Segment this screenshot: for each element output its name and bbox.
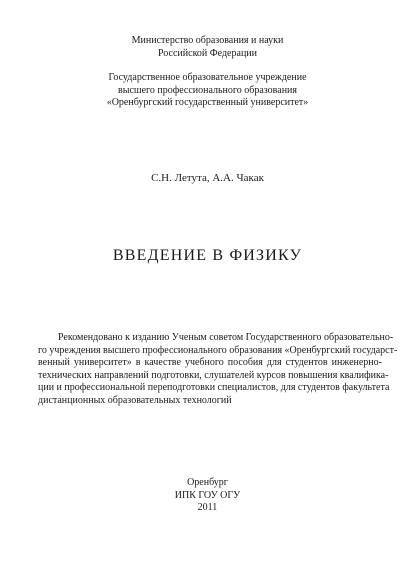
imprint: [0, 477, 415, 515]
recommendation-line: дистанционных образовательных технологий: [38, 394, 232, 406]
imprint-year: 2011: [197, 502, 218, 513]
authors: С.Н. Летута, А.А. Чакак: [151, 172, 264, 184]
institution-line: высшего профессионального образования: [118, 84, 297, 96]
recommendation-paragraph: [38, 332, 398, 408]
recommendation-line: Рекомендовано к изданию Ученым советом Государственного образовательно-: [58, 332, 394, 343]
institution-line: Государственное образовательное учреждение: [108, 72, 307, 83]
institution-header: [0, 72, 415, 110]
ministry-header: [0, 35, 415, 60]
recommendation-line: технических направлений подготовки, слушателей курсов повышения квалифика-: [38, 369, 389, 381]
ministry-line: Российской Федерации: [157, 47, 257, 59]
ministry-line: Министерство образования и науки: [131, 35, 284, 46]
recommendation-line: го учреждения высшего профессионального образования «Оренбургский государст-: [38, 344, 398, 356]
recommendation-line: венный университет» в качестве учебного пособия для студентов инженерно-: [38, 357, 382, 369]
book-title: ВВЕДЕНИЕ В ФИЗИКУ: [112, 247, 303, 264]
recommendation-line: ции и профессиональной переподготовки специалистов, для студентов факультета: [38, 382, 390, 394]
imprint-publisher: ИПК ГОУ ОГУ: [174, 489, 241, 501]
institution-line: «Оренбургский государственный университет»: [106, 97, 309, 108]
imprint-city: Оренбург: [187, 477, 228, 488]
